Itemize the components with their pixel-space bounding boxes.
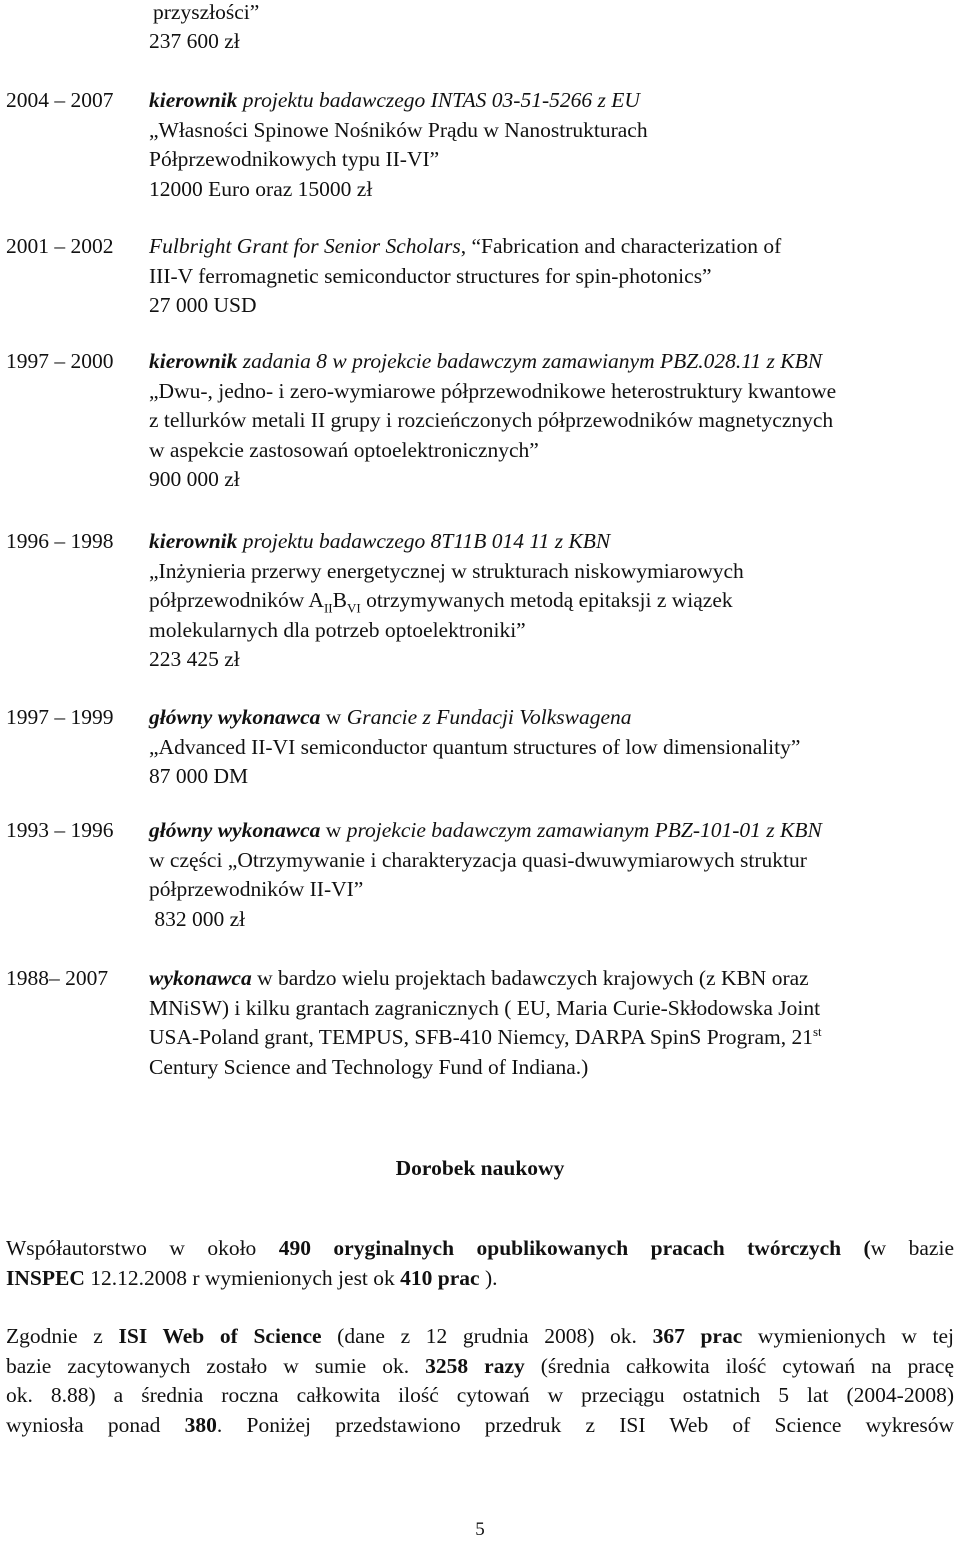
entry-role: główny wykonawca <box>149 705 321 729</box>
entry-block: główny wykonawca w projekcie badawczym zamawianym PBZ-101-01 z KBN w części „Otrzymywanie i charakteryzacja quasi-dwuwymiarowych struktur półprzewodników II-VI” 832 000 zł <box>149 816 955 934</box>
entry-years: 1988– 2007 <box>6 966 109 990</box>
entry-line: 27 000 USD <box>149 293 257 317</box>
continued-amount: 237 600 zł <box>149 29 240 53</box>
entry-line: Półprzewodnikowych typu II-VI” <box>149 147 440 171</box>
entry-role-rest: Grancie z Fundacji Volkswagena <box>346 705 632 729</box>
entry-line: w aspekcie zastosowań optoelektronicznych” <box>149 437 539 462</box>
entry-block: główny wykonawca w Grancie z Fundacji Volkswagena „Advanced II-VI semiconductor quantum structures of low dimensionality” 87 000 DM <box>149 703 955 792</box>
entry-role: wykonawca <box>149 966 252 990</box>
section-heading: Dorobek naukowy <box>395 1156 565 1180</box>
entry-role: kierownik <box>149 88 238 112</box>
entry-line: półprzewodników II-VI” <box>149 877 364 901</box>
entry-line-formula: półprzewodników $A_{II}B_{VI}$ otrzymywanych metodą epitaksji z wiązek <box>149 588 733 616</box>
entry-years: 1997 – 2000 <box>6 349 114 373</box>
entry-line: w części „Otrzymywanie i charakteryzacja quasi-dwuwymiarowych struktur <box>149 847 807 872</box>
entry-role: kierownik <box>149 529 238 553</box>
entry-role-rest: projektu badawczego 8T11B 014 11 z KBN <box>237 529 611 553</box>
entry-role: kierownik <box>149 349 238 373</box>
page-number: 5 <box>475 1519 485 1540</box>
entry-line: Century Science and Technology Fund of Indiana.) <box>149 1054 589 1079</box>
entry-role-rest: projekcie badawczym zamawianym PBZ-101-01 z KBN <box>346 818 822 842</box>
entry-title-rest: , “Fabrication and characterization of <box>460 234 782 258</box>
entry-block <box>149 232 955 321</box>
entry-years: 2001 – 2002 <box>6 234 114 258</box>
entry-line: 900 000 zł <box>149 467 240 491</box>
entry-block <box>149 964 955 1082</box>
entry-line: III-V ferromagnetic semiconductor structures for spin-photonics” <box>149 263 712 288</box>
entry-years: 1996 – 1998 <box>6 529 114 553</box>
entry-line: z tellurków metali II grupy i rozcieńczonych półprzewodników magnetycznych <box>149 408 834 432</box>
entry-line: „Inżynieria przerwy energetycznej w strukturach niskowymiarowych <box>149 558 744 583</box>
continued-title: przyszłości” <box>153 0 260 24</box>
entry-line: „Dwu-, jedno- i zero-wymiarowe półprzewodnikowe heterostruktury kwantowe <box>149 378 837 403</box>
entry-line: molekularnych dla potrzeb optoelektroniki” <box>149 617 526 642</box>
entry-role: główny wykonawca <box>149 818 321 842</box>
entry-block <box>149 347 955 495</box>
paragraph-authorship: Współautorstwo w około 490 oryginalnych opublikowanych pracach twórczych (w bazie INSPEC 12.12.2008 r wymienionych jest ok 410 prac ). <box>6 1236 954 1290</box>
entry-line-sup: USA-Poland grant, TEMPUS, SFB-410 Niemcy, DARPA SpinS Program, 21st <box>149 1023 822 1049</box>
entry-block <box>149 86 955 204</box>
entry-line: 832 000 zł <box>149 906 246 931</box>
entry-line: 12000 Euro oraz 15000 zł <box>149 176 373 201</box>
entry-line: „Własności Spinowe Nośników Prądu w Nanostrukturach <box>149 117 648 142</box>
entry-line: MNiSW) i kilku grantach zagranicznych ( EU, Maria Curie-Skłodowska Joint <box>149 995 821 1020</box>
entry-role-rest: zadania 8 w projekcie badawczym zamawianym PBZ.028.11 z KBN <box>237 349 823 373</box>
entry-role-rest: projektu badawczego INTAS 03-51-5266 z EU <box>237 88 640 112</box>
paragraph-citations: Zgodnie z ISI Web of Science (dane z 12 grudnia 2008) ok. 367 prac wymienionych w tej bazie zacytowanych zostało w sumie ok. 3258 razy (średnia całkowita ilość cytowań na pracę ok. 8.88) a średnia roczna całkowita ilość cytowań w przeciągu ostatnich 5 lat (2004-2008) wyniosła ponad 380. Poniżej przedstawiono przedruk z ISI Web of Science wykresów <box>6 1324 955 1437</box>
entry-role-rest: w bardzo wielu projektach badawczych krajowych (z KBN oraz <box>251 966 809 990</box>
entry-years: 1993 – 1996 <box>6 818 114 842</box>
entry-line: „Advanced II-VI semiconductor quantum structures of low dimensionality” <box>149 734 801 759</box>
entry-years: 2004 – 2007 <box>6 88 114 112</box>
entry-title: Fulbright Grant for Senior Scholars <box>149 234 461 258</box>
entry-block <box>149 527 955 675</box>
entry-line: 87 000 DM <box>149 764 249 788</box>
entry-years: 1997 – 1999 <box>6 705 114 729</box>
entry-line: 223 425 zł <box>149 647 240 671</box>
